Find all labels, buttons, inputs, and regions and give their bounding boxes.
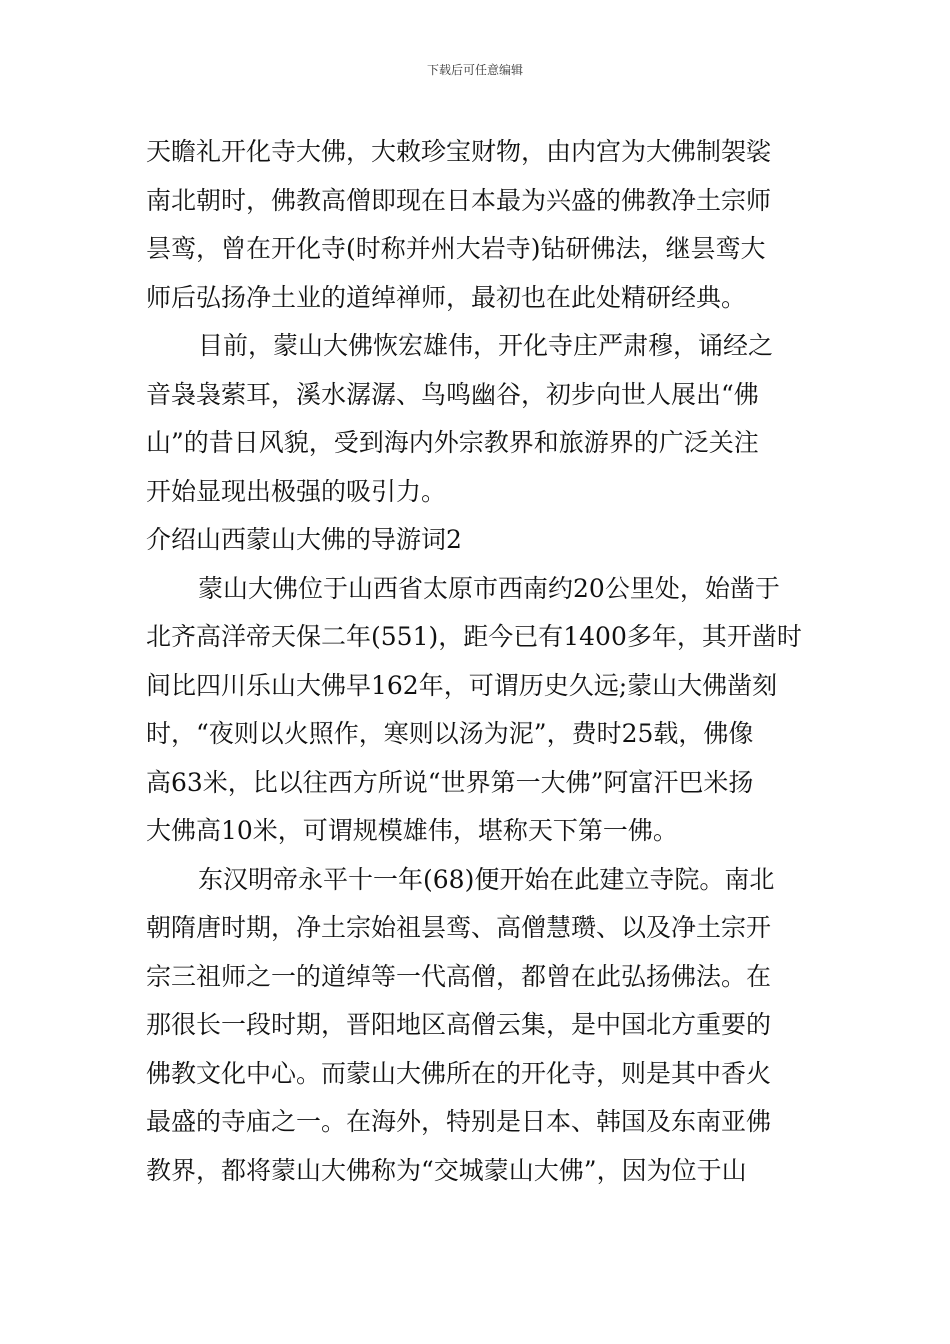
text-line: 山”的昔日风貌，受到海内外宗教界和旅游界的广泛关注 [146, 428, 759, 457]
text-line: 大佛高10米，可谓规模雄伟，堪称天下第一佛。 [146, 816, 678, 845]
text-line: 时，“夜则以火照作，寒则以汤为泥”，费时25载，佛像 [146, 719, 754, 748]
text-line: 宗三祖师之一的道绰等一代高僧，都曾在此弘扬佛法。在 [146, 961, 772, 991]
text-line: 昙鸾，曾在开化寺(时称并州大岩寺)钻研佛法，继昙鸾大 [146, 234, 766, 263]
text-line: 目前，蒙山大佛恢宏雄伟，开化寺庄严肃穆，诵经之 [198, 331, 774, 360]
text-line: 音袅袅萦耳，溪水潺潺、鸟鸣幽谷，初步向世人展出“佛 [146, 379, 759, 409]
text-line: 那很长一段时期，晋阳地区高僧云集，是中国北方重要的 [146, 1010, 772, 1039]
text-line: 北齐高洋帝天保二年(551)，距今已有1400多年，其开凿时 [146, 622, 802, 651]
text-line: 最盛的寺庙之一。在海外，特别是日本、韩国及东南亚佛 [146, 1107, 772, 1136]
text-line: 高63米，比以往西方所说“世界第一大佛”阿富汗巴米扬 [146, 767, 754, 797]
section-heading: 介绍山西蒙山大佛的导游词2 [146, 525, 462, 554]
text-line: 间比四川乐山大佛早162年，可谓历史久远;蒙山大佛凿刻 [146, 670, 778, 700]
text-line: 朝隋唐时期，净土宗始祖昙鸾、高僧慧瓒、以及净土宗开 [146, 913, 772, 942]
document-body [146, 128, 810, 1195]
page-header: 下载后可任意编辑 [426, 63, 523, 77]
text-line: 天瞻礼开化寺大佛，大敕珍宝财物，由内宫为大佛制袈裟 [146, 137, 772, 166]
text-line: 蒙山大佛位于山西省太原市西南约20公里处，始凿于 [198, 573, 780, 603]
text-line: 师后弘扬净土业的道绰禅师，最初也在此处精研经典。 [146, 282, 747, 312]
text-line: 佛教文化中心。而蒙山大佛所在的开化寺，则是其中香火 [146, 1058, 772, 1088]
text-line: 南北朝时，佛教高僧即现在日本最为兴盛的佛教净土宗师 [146, 185, 772, 215]
text-line: 教界，都将蒙山大佛称为“交城蒙山大佛”，因为位于山 [146, 1155, 747, 1185]
text-line: 开始显现出极强的吸引力。 [146, 476, 447, 506]
text-line: 东汉明帝永平十一年(68)便开始在此建立寺院。南北 [198, 864, 775, 894]
